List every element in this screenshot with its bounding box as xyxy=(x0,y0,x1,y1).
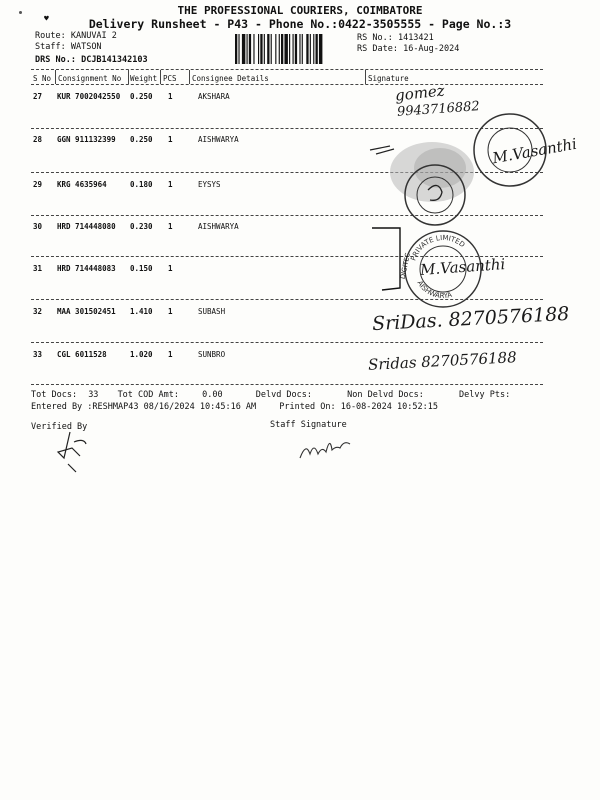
header-pcs: PCS xyxy=(163,74,177,83)
non-delvd-docs-label: Non Delvd Docs: xyxy=(347,390,424,400)
row-33-sno: 33 xyxy=(33,350,43,359)
row-28-consignee: AISHWARYA xyxy=(198,135,239,144)
row-32-consignee: SUBASH xyxy=(198,307,226,316)
company-stamp xyxy=(400,160,470,230)
signature-row-33: Sridas 8270576188 xyxy=(367,348,518,374)
barcode-bar xyxy=(279,34,280,64)
row-33-consignment: CGL 6011528 xyxy=(57,350,107,359)
row-separator xyxy=(31,342,543,343)
staff-value: WATSON xyxy=(70,42,102,52)
barcode-bar xyxy=(306,34,308,64)
barcode-bar xyxy=(293,34,294,64)
row-27-pcs: 1 xyxy=(168,92,173,101)
barcode-bar xyxy=(242,34,245,64)
delvd-docs-label: Delvd Docs: xyxy=(255,390,313,400)
svg-text:PRIVATE LIMITED: PRIVATE LIMITED xyxy=(409,233,467,262)
row-27-consignee: AKSHARA xyxy=(198,92,230,101)
tot-cod-value: 0.00 xyxy=(202,390,223,400)
row-29-pcs: 1 xyxy=(168,180,173,189)
barcode xyxy=(235,34,350,64)
row-30-pcs: 1 xyxy=(168,222,173,231)
header-sno: S No xyxy=(33,74,52,83)
row-32-sno: 32 xyxy=(33,307,43,316)
staff-signature xyxy=(296,428,356,464)
rs-date-line xyxy=(357,44,459,54)
row-30-sno: 30 xyxy=(33,222,43,231)
row-33-pcs: 1 xyxy=(168,350,173,359)
barcode-bar xyxy=(310,34,311,64)
row-31-weight: 0.150 xyxy=(130,264,153,273)
table-top-rule xyxy=(31,69,543,70)
row-32-consignment: MAA 301502451 xyxy=(57,307,116,316)
barcode-bar xyxy=(319,34,322,64)
row-29-sno: 29 xyxy=(33,180,43,189)
entered-by: Entered By :RESHMAP43 08/16/2024 10:45:16 AM xyxy=(31,402,257,412)
signature-row-32: SriDas. 8270576188 xyxy=(371,302,570,336)
barcode-bar xyxy=(238,34,239,64)
row-28-weight: 0.250 xyxy=(130,135,153,144)
barcode-bar xyxy=(247,34,248,64)
route-value: KANUVAI 2 xyxy=(70,31,117,41)
header-consignment: Consignment No xyxy=(58,74,122,83)
row-31-pcs: 1 xyxy=(168,264,173,273)
route-label: Route: xyxy=(35,31,66,41)
row-33-consignee: SUNBRO xyxy=(198,350,226,359)
route-line xyxy=(35,31,117,41)
drs-line xyxy=(35,55,148,65)
barcode-bar xyxy=(295,34,297,64)
staff-line xyxy=(35,42,102,52)
barcode-bar xyxy=(271,34,272,64)
verified-by-label: Verified By xyxy=(31,422,88,432)
totals-line xyxy=(31,390,510,400)
rs-no-value: 1413421 xyxy=(397,33,434,43)
rs-date-value: 16-Aug-2024 xyxy=(403,44,460,54)
row-33-weight: 1.020 xyxy=(130,350,153,359)
row-30-consignment: HRD 714448080 xyxy=(57,222,116,231)
row-30-consignee: AISHWARYA xyxy=(198,222,239,231)
barcode-bar xyxy=(302,34,303,64)
row-29-consignee: EYSYS xyxy=(198,180,221,189)
sheet-title: Delivery Runsheet - P43 - Phone No.:0422-3505555 - Page No.:3 xyxy=(88,17,512,31)
header-weight: Weight xyxy=(130,74,158,83)
tot-cod-label: Tot COD Amt: xyxy=(117,390,179,400)
barcode-bar xyxy=(267,34,269,64)
table-bottom-rule xyxy=(31,384,543,385)
row-27-consignment: KUR 7002042550 xyxy=(57,92,121,101)
stamp-left-text: DIGITEC xyxy=(398,252,412,280)
row-28-consignment: GGN 911132399 xyxy=(57,135,116,144)
barcode-bar xyxy=(264,34,265,64)
heart-mark: ♥ xyxy=(44,14,49,23)
barcode-bar xyxy=(249,34,251,64)
rs-date-label: RS Date: xyxy=(357,44,398,54)
header-bottom-rule xyxy=(31,84,543,85)
barcode-bar xyxy=(281,34,283,64)
staff-signature-label: Staff Signature xyxy=(270,420,347,430)
row-31-sno: 31 xyxy=(33,264,43,273)
signature-row-27-name: gomez xyxy=(394,81,446,105)
drs-label: DRS No.: xyxy=(35,55,76,65)
tot-docs-label: Tot Docs: xyxy=(31,390,78,400)
rs-no-line xyxy=(357,33,434,43)
row-30-weight: 0.230 xyxy=(130,222,153,231)
rs-no-label: RS No.: xyxy=(357,33,393,43)
col-divider xyxy=(128,70,129,84)
drs-value: DCJB141342103 xyxy=(81,55,148,65)
row-29-weight: 0.180 xyxy=(130,180,153,189)
col-divider xyxy=(189,70,190,84)
barcode-bar xyxy=(260,34,262,64)
printed-on: Printed On: 16-08-2024 10:52:15 xyxy=(279,402,438,412)
col-divider xyxy=(55,70,56,84)
delvy-pts-label: Delvy Pts: xyxy=(459,390,511,400)
barcode-bar xyxy=(313,34,314,64)
barcode-bar xyxy=(289,34,290,64)
svg-text:AISHWARYA: AISHWARYA xyxy=(415,279,453,301)
barcode-bar xyxy=(316,34,318,64)
row-32-weight: 1.410 xyxy=(130,307,153,316)
staff-label: Staff: xyxy=(35,42,66,52)
barcode-bar xyxy=(275,34,276,64)
row-28-sno: 28 xyxy=(33,135,43,144)
barcode-bar xyxy=(253,34,254,64)
entered-by-line xyxy=(31,402,438,412)
barcode-bar xyxy=(258,34,259,64)
col-divider xyxy=(365,70,366,84)
signature-row-31-name: M.Vasanthi xyxy=(419,255,506,279)
col-divider xyxy=(160,70,161,84)
header-consignee: Consignee Details xyxy=(192,74,269,83)
row-28-pcs: 1 xyxy=(168,135,173,144)
row-separator xyxy=(31,128,543,129)
company-title: THE PROFESSIONAL COURIERS, COIMBATORE xyxy=(177,4,423,17)
barcode-bar xyxy=(284,34,287,64)
row-27-sno: 27 xyxy=(33,92,43,101)
row-32-pcs: 1 xyxy=(168,307,173,316)
tot-docs-value: 33 xyxy=(88,390,99,400)
barcode-bar xyxy=(299,34,300,64)
signature-row-27-phone: 9943716882 xyxy=(396,99,481,120)
barcode-bar xyxy=(235,34,237,64)
row-27-weight: 0.250 xyxy=(130,92,153,101)
header-signature: Signature xyxy=(368,74,409,83)
row-31-consignment: HRD 714448083 xyxy=(57,264,116,273)
verifier-signature xyxy=(50,428,95,478)
signature-row-28-name: M.Vasanthi xyxy=(491,134,579,168)
row-29-consignment: KRG 4635964 xyxy=(57,180,107,189)
